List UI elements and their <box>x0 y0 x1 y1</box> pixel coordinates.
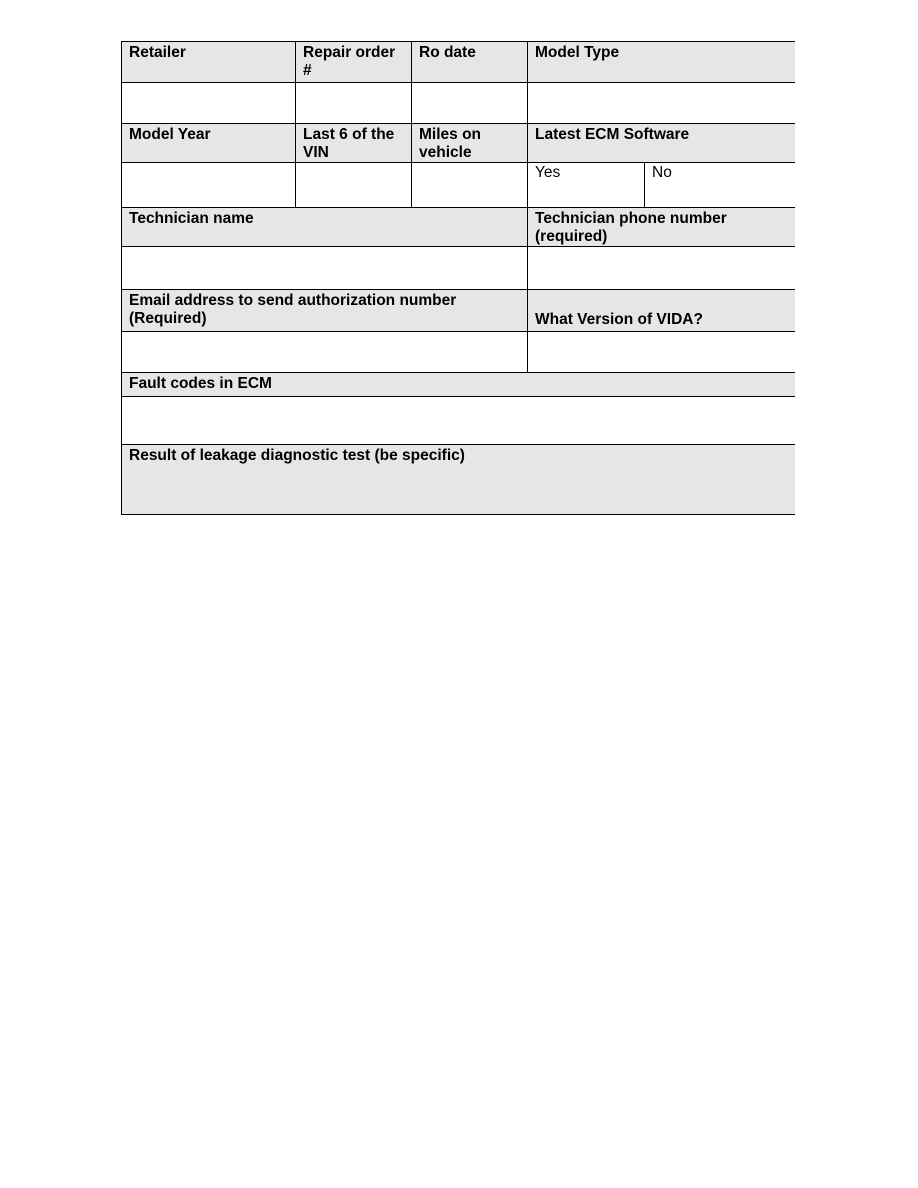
repair-order-label: Repair order # <box>296 42 412 83</box>
vida-version-text: What Version of VIDA? <box>535 311 703 328</box>
email-address-field[interactable] <box>122 332 528 373</box>
ro-date-field[interactable] <box>412 83 528 124</box>
latest-ecm-software-label: Latest ECM Software <box>528 124 795 163</box>
retailer-field[interactable] <box>122 83 296 124</box>
miles-on-vehicle-label: Miles on vehicle <box>412 124 528 163</box>
ro-date-label: Ro date <box>412 42 528 83</box>
vida-version-label <box>528 290 795 332</box>
leakage-test-result-label[interactable]: Result of leakage diagnostic test (be specific) <box>122 445 795 514</box>
last-6-vin-field[interactable] <box>296 163 412 208</box>
model-type-label: Model Type <box>528 42 795 83</box>
model-type-field[interactable] <box>528 83 795 124</box>
model-year-label: Model Year <box>122 124 296 163</box>
technician-name-label: Technician name <box>122 208 528 247</box>
repair-order-field[interactable] <box>296 83 412 124</box>
ecm-no-option[interactable]: No <box>645 163 795 208</box>
fault-codes-field[interactable] <box>122 397 795 445</box>
technician-phone-field[interactable] <box>528 247 795 290</box>
miles-on-vehicle-field[interactable] <box>412 163 528 208</box>
vida-version-field[interactable] <box>528 332 795 373</box>
technician-name-field[interactable] <box>122 247 528 290</box>
retailer-label: Retailer <box>122 42 296 83</box>
ecm-yes-option[interactable]: Yes <box>528 163 645 208</box>
email-address-label: Email address to send authorization number (Required) <box>122 290 528 332</box>
authorization-request-form <box>121 41 795 515</box>
model-year-field[interactable] <box>122 163 296 208</box>
last-6-vin-label: Last 6 of the VIN <box>296 124 412 163</box>
technician-phone-label: Technician phone number (required) <box>528 208 795 247</box>
fault-codes-label: Fault codes in ECM <box>122 373 795 397</box>
